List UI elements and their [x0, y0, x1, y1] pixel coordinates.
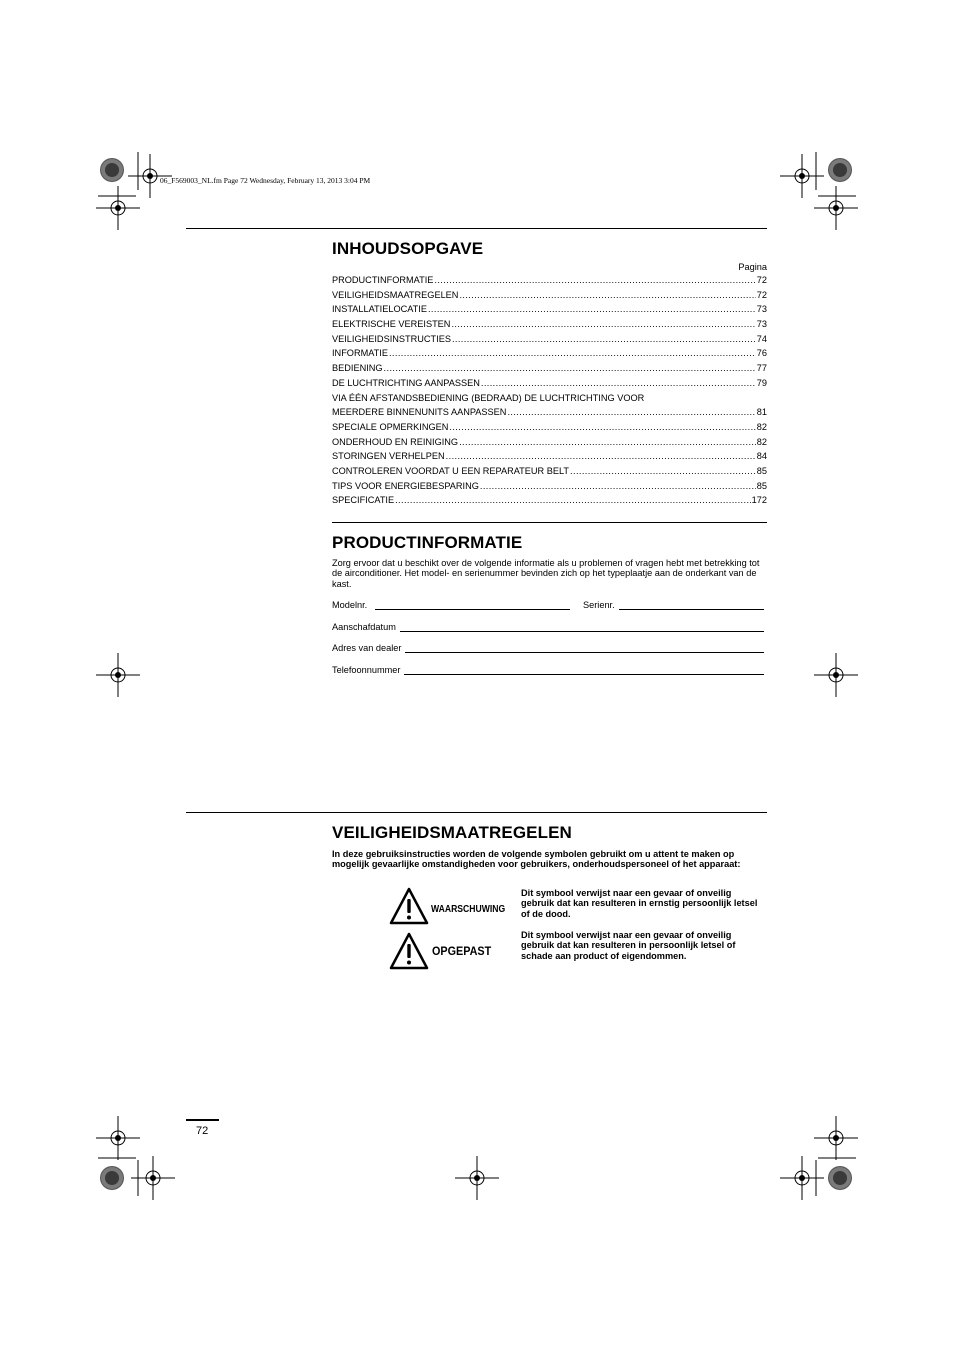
dealer-address-label: Adres van dealer: [332, 643, 402, 653]
divider: [332, 522, 767, 523]
toc-title: INHOUDSOPGAVE: [332, 239, 484, 258]
toc-entry[interactable]: VEILIGHEIDSINSTRUCTIES ..... 74: [332, 332, 767, 347]
model-field[interactable]: [332, 600, 570, 610]
toc-entry[interactable]: BEDIENING ..... 77: [332, 361, 767, 376]
safety-intro: In deze gebruiksinstructies worden de volgende symbolen gebruikt om u attent te maken op mogelijk gevaarlijke omstandigheden voor gebruikers, onderhoudspersoneel of het apparaat:: [332, 849, 741, 870]
toc-entry[interactable]: PRODUCTINFORMATIE ..... 72: [332, 273, 767, 288]
toc-entry[interactable]: ONDERHOUD EN REINIGING ..... 82: [332, 435, 767, 450]
toc-entry[interactable]: CONTROLEREN VOORDAT U EEN REPARATEUR BELT ..... 85: [332, 464, 767, 479]
page-number: 72: [196, 1125, 209, 1137]
phone-label: Telefoonnummer: [332, 665, 401, 675]
toc-entry[interactable]: ELEKTRISCHE VEREISTEN ..... 73: [332, 317, 767, 332]
toc-entry[interactable]: VEILIGHEIDSMAATREGELEN ..... 72: [332, 288, 767, 303]
phone-field[interactable]: [332, 665, 764, 675]
caution-icon: [389, 932, 429, 970]
product-info-title: PRODUCTINFORMATIE: [332, 533, 523, 552]
caution-label: OPGEPAST: [432, 944, 492, 958]
toc-entry[interactable]: STORINGEN VERHELPEN ..... 84: [332, 449, 767, 464]
serial-label: Serienr.: [583, 600, 615, 610]
toc-entry[interactable]: INSTALLATIELOCATIE ..... 73: [332, 302, 767, 317]
divider: [186, 228, 767, 229]
toc-entry[interactable]: MEERDERE BINNENUNITS AANPASSEN ..... 81: [332, 405, 767, 420]
warning-description: Dit symbool verwijst naar een gevaar of onveilig gebruik dat kan resulteren in ernstig persoonlijk letsel of de dood.: [521, 888, 758, 919]
printer-slug-line: 06_F569003_NL.fm Page 72 Wednesday, February 13, 2013 3:04 PM: [160, 176, 371, 185]
footer-rule: [186, 1119, 219, 1121]
table-of-contents: [332, 262, 767, 508]
caution-description: Dit symbool verwijst naar een gevaar of onveilig gebruik dat kan resulteren in persoonlijk letsel of schade aan product of eigendommen.: [521, 930, 736, 961]
toc-entry[interactable]: SPECIALE OPMERKINGEN ..... 82: [332, 420, 767, 435]
toc-page-header: Pagina: [738, 262, 767, 272]
purchase-date-field[interactable]: [332, 622, 764, 632]
toc-entry[interactable]: SPECIFICATIE ..... 172: [332, 493, 767, 508]
safety-title: VEILIGHEIDSMAATREGELEN: [332, 823, 572, 842]
warning-label: WAARSCHUWING: [431, 903, 506, 915]
purchase-date-label: Aanschafdatum: [332, 622, 396, 632]
divider: [186, 812, 767, 813]
toc-entry[interactable]: TIPS VOOR ENERGIEBESPARING ..... 85: [332, 479, 767, 494]
dealer-address-field[interactable]: [332, 643, 764, 653]
serial-field[interactable]: [583, 600, 764, 610]
warning-icon: [389, 887, 429, 925]
toc-entry[interactable]: DE LUCHTRICHTING AANPASSEN ..... 79: [332, 376, 767, 391]
model-label: Modelnr.: [332, 600, 368, 610]
product-info-intro: Zorg ervoor dat u beschikt over de volgende informatie als u problemen of vragen hebt met betrekking tot de airconditioner. Het model- en serienummer bevinden zich op het typeplaatje aan de onderkant van de kast.: [332, 558, 760, 589]
toc-entry-continued[interactable]: VIA ÉÉN AFSTANDSBEDIENING (BEDRAAD) DE LUCHTRICHTING VOOR: [332, 392, 645, 403]
toc-entry[interactable]: INFORMATIE ..... 76: [332, 346, 767, 361]
